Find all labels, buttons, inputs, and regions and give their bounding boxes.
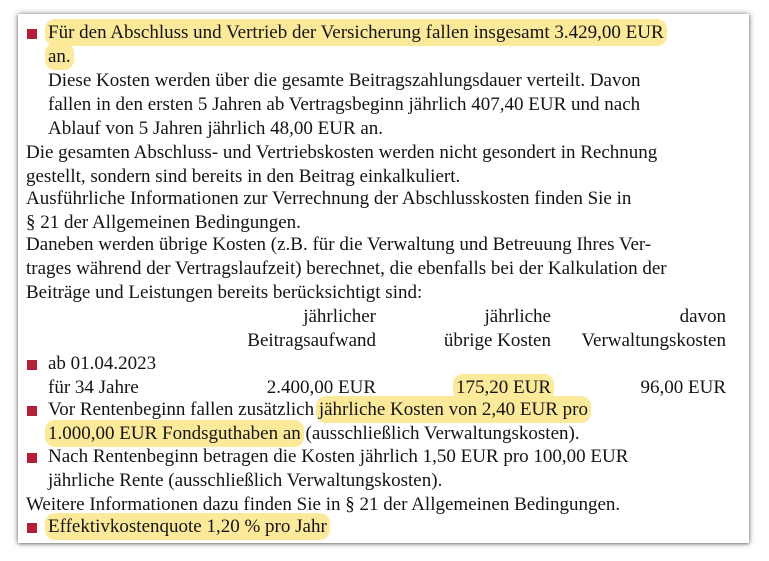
bullet-marker <box>27 360 37 370</box>
bullet2-line1 <box>48 399 588 421</box>
para3-line2: trages während der Vertragslaufzeit) berechnet, die ebenfalls bei der Kalkulation der <box>26 258 667 279</box>
table-header-3-line1: davon <box>679 306 726 327</box>
bullet3-line2: jährliche Rente (ausschließlich Verwaltungskosten). <box>48 470 443 491</box>
bullet-marker <box>27 29 37 39</box>
highlight: Für den Abschluss und Vertrieb der Versicherung fallen insgesamt 3.429,00 EUR <box>48 22 664 43</box>
bullet1-line2 <box>48 46 71 68</box>
table-header-1-line1: jährlicher <box>303 306 376 327</box>
bullet-marker <box>27 453 37 463</box>
table-row-date: ab 01.04.2023 <box>48 353 157 374</box>
highlight: 1.000,00 EUR Fondsguthaben an <box>48 423 301 444</box>
bullet2-text: (ausschließlich Verwaltungskosten). <box>300 423 580 444</box>
bullet4 <box>48 516 327 538</box>
bullet-marker <box>27 523 37 533</box>
bullet3-line1: Nach Rentenbeginn betragen die Kosten jährlich 1,50 EUR pro 100,00 EUR <box>48 446 629 467</box>
table-header-1-line2: Beitragsaufwand <box>247 330 376 351</box>
table-header-3-line2: Verwaltungskosten <box>581 330 726 351</box>
para1-line2: gestellt, sondern sind bereits in den Beitrag einkalkuliert. <box>26 166 461 187</box>
bullet1-line5: Ablauf von 5 Jahren jährlich 48,00 EUR an. <box>48 118 384 139</box>
document-page <box>18 14 749 543</box>
bullet-marker <box>27 406 37 416</box>
para3-line1: Daneben werden übrige Kosten (z.B. für die Verwaltung und Betreuung Ihres Ver- <box>26 234 652 255</box>
bullet2-text: Vor Rentenbeginn fallen zusätzlich <box>48 399 319 420</box>
highlight: jährliche Kosten von 2,40 EUR pro <box>318 399 588 420</box>
para2-line2: § 21 der Allgemeinen Bedingungen. <box>26 212 301 233</box>
highlight: Effektivkostenquote 1,20 % pro Jahr <box>48 516 327 537</box>
bullet1-line1 <box>48 22 664 44</box>
table-row-duration: für 34 Jahre <box>48 377 139 398</box>
para3-line3: Beiträge und Leistungen bereits berücksichtigt sind: <box>26 282 423 303</box>
table-cell-beitragsaufwand: 2.400,00 EUR <box>266 377 376 398</box>
highlight: an. <box>48 46 71 67</box>
table-cell-verwaltungskosten: 96,00 EUR <box>640 377 726 398</box>
para2-line1: Ausführliche Informationen zur Verrechnung der Abschlusskosten finden Sie in <box>26 188 632 209</box>
table-cell-uebrige-kosten <box>456 377 551 399</box>
bullet1-line3: Diese Kosten werden über die gesamte Beitragszahlungsdauer verteilt. Davon <box>48 70 641 91</box>
bullet2-line2 <box>48 423 580 445</box>
para1-line1: Die gesamten Abschluss- und Vertriebskosten werden nicht gesondert in Rechnung <box>26 142 658 163</box>
table-header-2-line1: jährliche <box>484 306 551 327</box>
table-header-2-line2: übrige Kosten <box>443 330 551 351</box>
highlight: 175,20 EUR <box>456 377 551 398</box>
bullet1-line4: fallen in den ersten 5 Jahren ab Vertragsbeginn jährlich 407,40 EUR und nach <box>48 94 641 115</box>
para4: Weitere Informationen dazu finden Sie in § 21 der Allgemeinen Bedingungen. <box>26 494 621 515</box>
